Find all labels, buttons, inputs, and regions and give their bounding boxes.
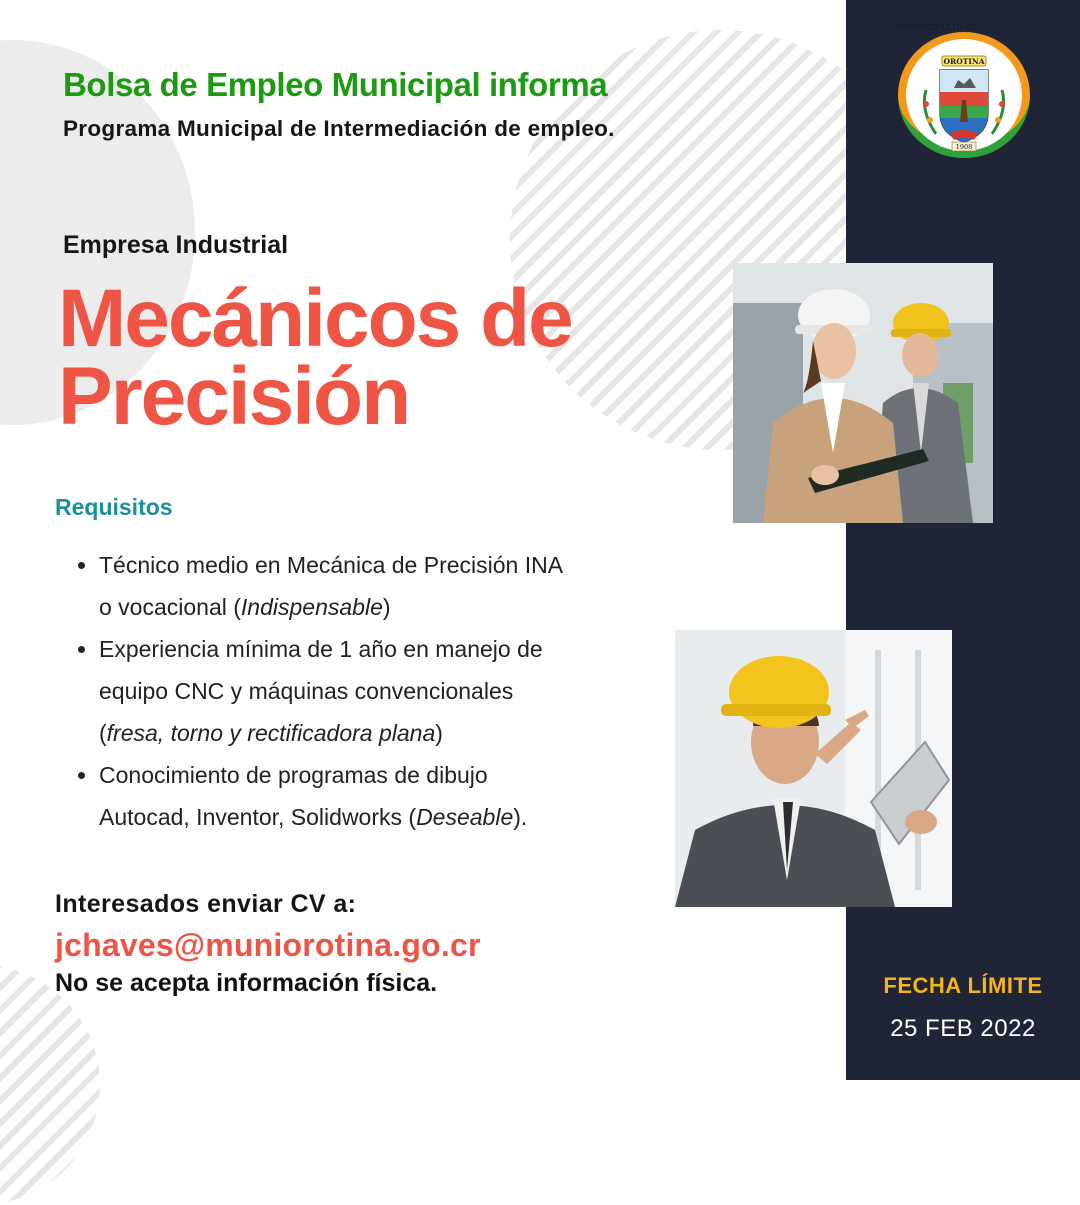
photo-engineer-woman-hardhat [733, 263, 993, 523]
deadline-label: FECHA LÍMITE [883, 973, 1043, 998]
requirement-text: ) [382, 594, 391, 620]
deadline-date: 25 FEB 2022 [890, 1015, 1036, 1042]
navy-side-panel [846, 0, 1080, 1080]
header-subtitle: Programa Municipal de Intermediación de empleo. [63, 116, 615, 141]
requirement-text: Experiencia mínima de 1 año en manejo de [99, 636, 543, 662]
job-title-line-1: Mecánicos de [58, 273, 572, 364]
job-title [58, 273, 572, 442]
requirements-heading: Requisitos [55, 494, 173, 520]
decorative-striped-circle-bottom [0, 965, 100, 1205]
requirement-text: Técnico medio en Mecánica de Precisión INA [99, 552, 564, 578]
photo-engineer-man-pointing [675, 630, 952, 907]
requirement-text: ). [513, 804, 528, 830]
job-title-line-2: Precisión [58, 351, 410, 442]
contact-note: No se acepta información física. [55, 969, 438, 997]
requirement-text: Autocad, Inventor, Solidworks ( [99, 804, 417, 830]
municipal-seal-logo [896, 23, 1032, 160]
contact-email-link[interactable]: jchaves@muniorotina.go.cr [55, 927, 481, 963]
requirement-item [99, 628, 679, 754]
requirements-list [55, 544, 679, 838]
requirement-item [99, 544, 679, 628]
company-label: Empresa Industrial [63, 231, 289, 259]
requirement-qualifier: Deseable [416, 804, 514, 830]
requirement-qualifier: fresa, torno y rectificadora plana [106, 720, 436, 746]
requirement-text: Conocimiento de programas de dibujo [99, 762, 488, 788]
seal-year: 1908 [955, 143, 973, 151]
header-title: Bolsa de Empleo Municipal informa [63, 66, 608, 103]
requirement-text: equipo CNC y máquinas convencionales [99, 678, 514, 704]
seal-band-text: OROTINA [943, 57, 985, 66]
requirement-text: ) [435, 720, 443, 746]
contact-intro: Interesados enviar CV a: [55, 890, 357, 918]
requirement-qualifier: Indispensable [240, 594, 383, 620]
requirement-text: ( [99, 720, 107, 746]
seal-arc-text: MUNICIPALIDAD [896, 23, 977, 33]
requirement-text: o vocacional ( [99, 594, 241, 620]
requirement-item [99, 754, 679, 838]
